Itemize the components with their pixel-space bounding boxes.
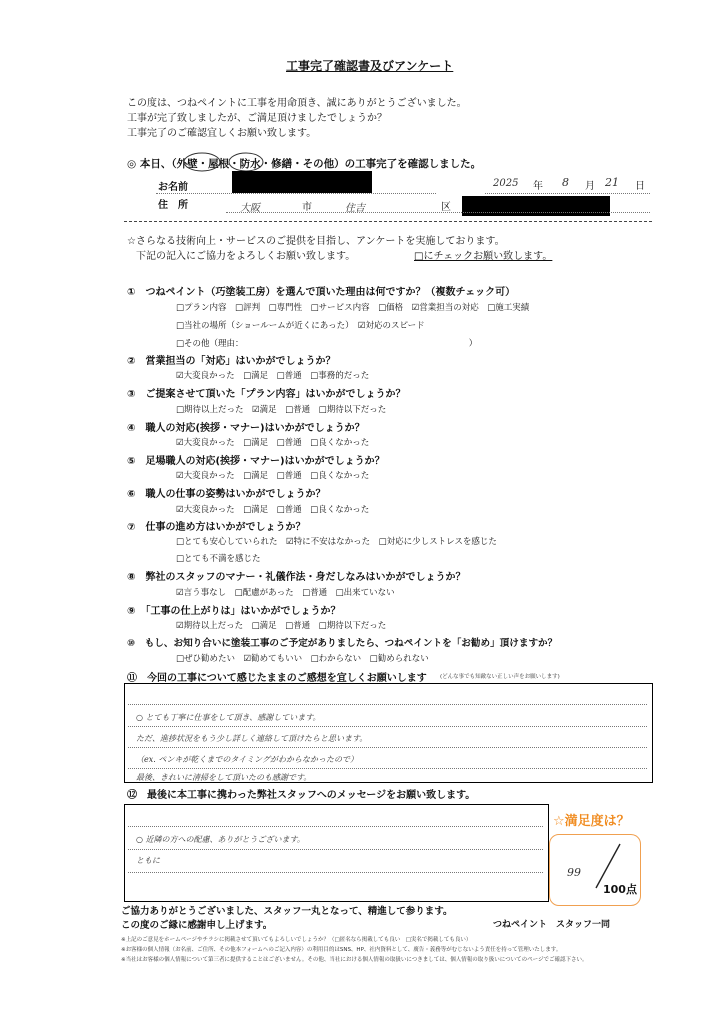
date-day: 21: [605, 176, 619, 189]
question-5-options: ☑大変良かった □満足 □普通 □良くなかった: [176, 471, 370, 481]
message-rule: [128, 826, 543, 827]
survey-intro-2: 下記の記入にご協力をよろしくお願い致します。: [136, 251, 356, 262]
date-line: [485, 193, 650, 194]
question-9-options: ☑期待以上だった □満足 □普通 □期待以下だった: [176, 621, 387, 631]
question-1: ① つねペイント（巧塗装工房）を選んで頂いた理由は何ですか？（複数チェック可）: [127, 287, 516, 298]
question-6-options: ☑大変良かった □満足 □普通 □良くなかった: [176, 505, 370, 515]
footer-note-1: ※上記のご意見をホームページやチラシに掲載させて頂いてもよろしいでしょうか？（□匿名なら掲載しても良い □実名で掲載しても良い）: [121, 937, 472, 943]
footer-note-3: ※当社はお客様の個人情報について第三者に提供することはございません。その他、当社における個人情報の取扱いにつきましては、個人情報の取り扱いについてのページでご確認下さい。: [121, 957, 588, 963]
question-10: ⑩ もし、お知り合いに塗装工事のご予定がありましたら、つねペイントを「お勧め」頂けますか？: [127, 638, 558, 649]
comment-rule: [128, 726, 647, 727]
survey-intro-check: □にチェックお願い致します。: [414, 251, 553, 262]
date-year-label: 年: [533, 181, 543, 192]
survey-intro-1: ☆さらなる技術向上・サービスのご提供を目指し、アンケートを実施しております。: [127, 236, 505, 247]
address-line: [226, 212, 650, 213]
message-line-1: ○ 近隣の方への配慮、ありがとうございます。: [136, 835, 305, 844]
question-7-options-1: □とても安心していられた ☑特に不安はなかった □対応に少しストレスを感じた: [176, 537, 497, 547]
footer-company: つねペイント スタッフ一同: [493, 920, 611, 930]
question-5: ⑤ 足場職人の対応(挨拶・マナー)はいかがでしょうか？: [127, 456, 385, 467]
confirm-prefix: ◎ 本日、: [127, 158, 172, 170]
satisfaction-score: 99: [567, 866, 581, 879]
comment-line-1: ○ とても丁寧に仕事をして頂き、感謝しています。: [136, 713, 321, 722]
question-1-options-3: □その他（理由： ）: [176, 339, 478, 349]
footer-thanks: ご協力ありがとうございました、スタッフ一丸となって、精進して参ります。: [121, 906, 453, 917]
question-11: ⑪ 今回の工事について感じたままのご感想を宜しくお願いします: [127, 673, 427, 684]
page-title: 工事完了確認書及びアンケート: [286, 59, 454, 73]
date-year: 2025: [493, 178, 519, 189]
footer-gratitude: この度のご縁に感謝申し上げます。: [121, 920, 273, 931]
satisfaction-max: 100点: [603, 883, 637, 896]
message-rule: [128, 849, 543, 850]
question-12: ⑫ 最後に本工事に携わった弊社スタッフへのメッセージをお願い致します。: [127, 790, 476, 801]
question-8-options: ☑言う事なし □配慮があった □普通 □出来ていない: [176, 588, 395, 598]
question-1-options-2: □当社の場所（ショールームが近くにあった） ☑対応のスピード: [176, 321, 425, 331]
redacted-address: [462, 196, 610, 216]
date-month: 8: [562, 176, 569, 189]
satisfaction-title: ☆満足度は？: [553, 814, 630, 829]
question-3: ③ ご提案させて頂いた「プラン内容」はいかがでしょうか？: [127, 389, 406, 400]
intro-line-1: この度は、つねペイントに工事を用命頂き、誠にありがとうございました。: [127, 98, 467, 109]
comment-rule: [128, 747, 647, 748]
question-2-options: ☑大変良かった □満足 □普通 □事務的だった: [176, 371, 370, 381]
confirm-items: （外壁・屋根・防水・修繕・その他）: [171, 158, 345, 170]
question-8: ⑧ 弊社のスタッフのマナー・礼儀作法・身だしなみはいかがでしょうか？: [127, 572, 466, 583]
question-2: ② 営業担当の「対応」はいかがでしょうか？: [127, 356, 336, 367]
question-3-options: □期待以上だった ☑満足 □普通 □期待以下だった: [176, 405, 387, 415]
question-7-options-2: □とても不満を感じた: [176, 554, 261, 564]
date-day-label: 日: [635, 181, 645, 192]
question-11-note: (どんな事でも知敵ない正しい声をお願いします): [440, 674, 560, 680]
name-label: お名前: [158, 182, 188, 193]
confirm-suffix: の工事完了を確認しました。: [344, 158, 482, 170]
comment-line-3: （ex. ペンキが乾くまでのタイミングがわからなかったので）: [136, 755, 359, 764]
question-10-options: □ぜひ勧めたい ☑勧めてもいい □わからない □勧められない: [176, 654, 429, 664]
footer-note-2: ※お客様の個人情報（お名前、ご住所、その他本フォームへのご記入内容）の利用目的はSNS、HP、社内資料として、廣告・義務等がむじないよう責任を持って管理いたします。: [121, 947, 562, 953]
comment-line-2: ただ、進捗状況をもう少し詳しく連絡して頂けたらと思います。: [136, 734, 368, 743]
comment-rule: [128, 704, 647, 705]
date-month-label: 月: [585, 181, 595, 192]
address-city: 大阪: [240, 203, 260, 214]
comment-rule: [128, 768, 647, 769]
question-1-options-1: □プラン内容 □評判 □専門性 □サービス内容 □価格 ☑営業担当の対応 □施工実績: [176, 303, 530, 313]
question-4-options: ☑大変良かった □満足 □普通 □良くなかった: [176, 438, 370, 448]
section-divider: [124, 221, 652, 222]
message-box: [124, 804, 549, 902]
question-4: ④ 職人の対応(挨拶・マナー)はいかがでしょうか？: [127, 423, 365, 434]
question-9: ⑨ 「工事の仕上がりは」はいかがでしょうか？: [127, 606, 341, 617]
redacted-name: [232, 171, 372, 193]
address-ward-suffix: 区: [441, 202, 451, 213]
message-line-2: ともに: [136, 856, 160, 865]
message-rule: [128, 872, 543, 873]
question-6: ⑥ 職人の仕事の姿勢はいかがでしょうか？: [127, 489, 326, 500]
name-line: [156, 193, 436, 194]
address-ward: 住吉: [345, 203, 365, 214]
intro-line-2: 工事が完了致しましたが、ご満足頂けましたでしょうか？: [127, 113, 387, 124]
intro-line-3: 工事完了のご確認宜しくお願い致します。: [127, 128, 317, 139]
question-7: ⑦ 仕事の進め方はいかがでしょうか？: [127, 522, 306, 533]
comment-line-4: 最後、きれいに清掃をして頂いたのも感謝です。: [136, 773, 312, 782]
address-city-suffix: 市: [302, 202, 312, 213]
address-label: 住 所: [158, 200, 188, 211]
